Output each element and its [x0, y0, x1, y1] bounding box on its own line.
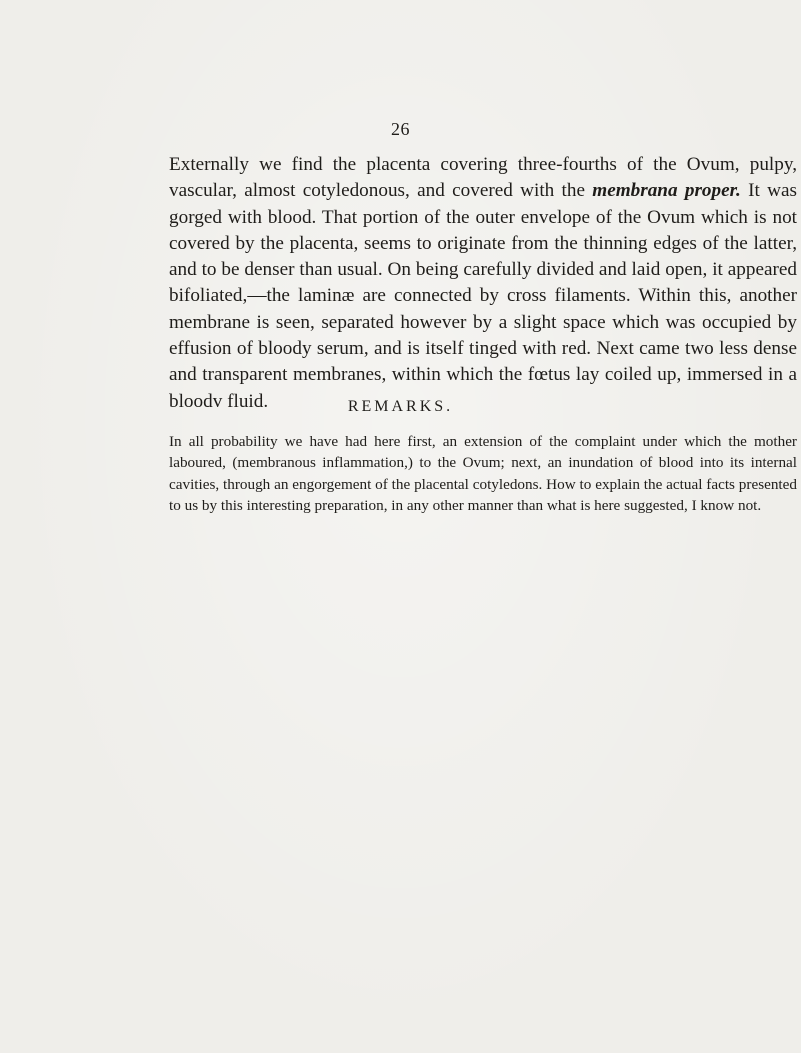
main-paragraph	[169, 152, 797, 415]
remarks-paragraph: In all probability we have had here first, an extension of the complaint under which the mother laboured, (membranous inflammation,) to the Ovum; next, an inundation of blood into its internal cavities, through an engorgement of the placental cotyledons. How to explain the actual facts presented to us by this interesting preparation, in any other manner than what is here suggested, I know not.	[169, 433, 797, 514]
page-number: 26	[391, 119, 410, 139]
main-paragraph-end: It was gorged with blood. That portion of the outer envelope of the Ovum which is not covered by the placenta, seems to originate from the thinning edges of the latter, and to be denser than usual. On being carefully divided and laid open, it appeared bifoliated,—the laminæ are connected by cross filaments. Within this, another membrane is seen, separated however by a slight space which was occupied by effusion of bloody serum, and is itself tinged with red. Next came two less dense and transparent membranes, within which the fœtus lay coiled up, immersed in a bloodv fluid.	[169, 180, 797, 412]
remarks-heading: REMARKS.	[347, 398, 454, 415]
italic-term: membrana proper.	[592, 180, 741, 202]
main-paragraph-start: Externally we find the placenta covering three-fourths of the Ovum, pulpy, vascular, almost cotyledonous, and covered with the	[169, 154, 797, 202]
